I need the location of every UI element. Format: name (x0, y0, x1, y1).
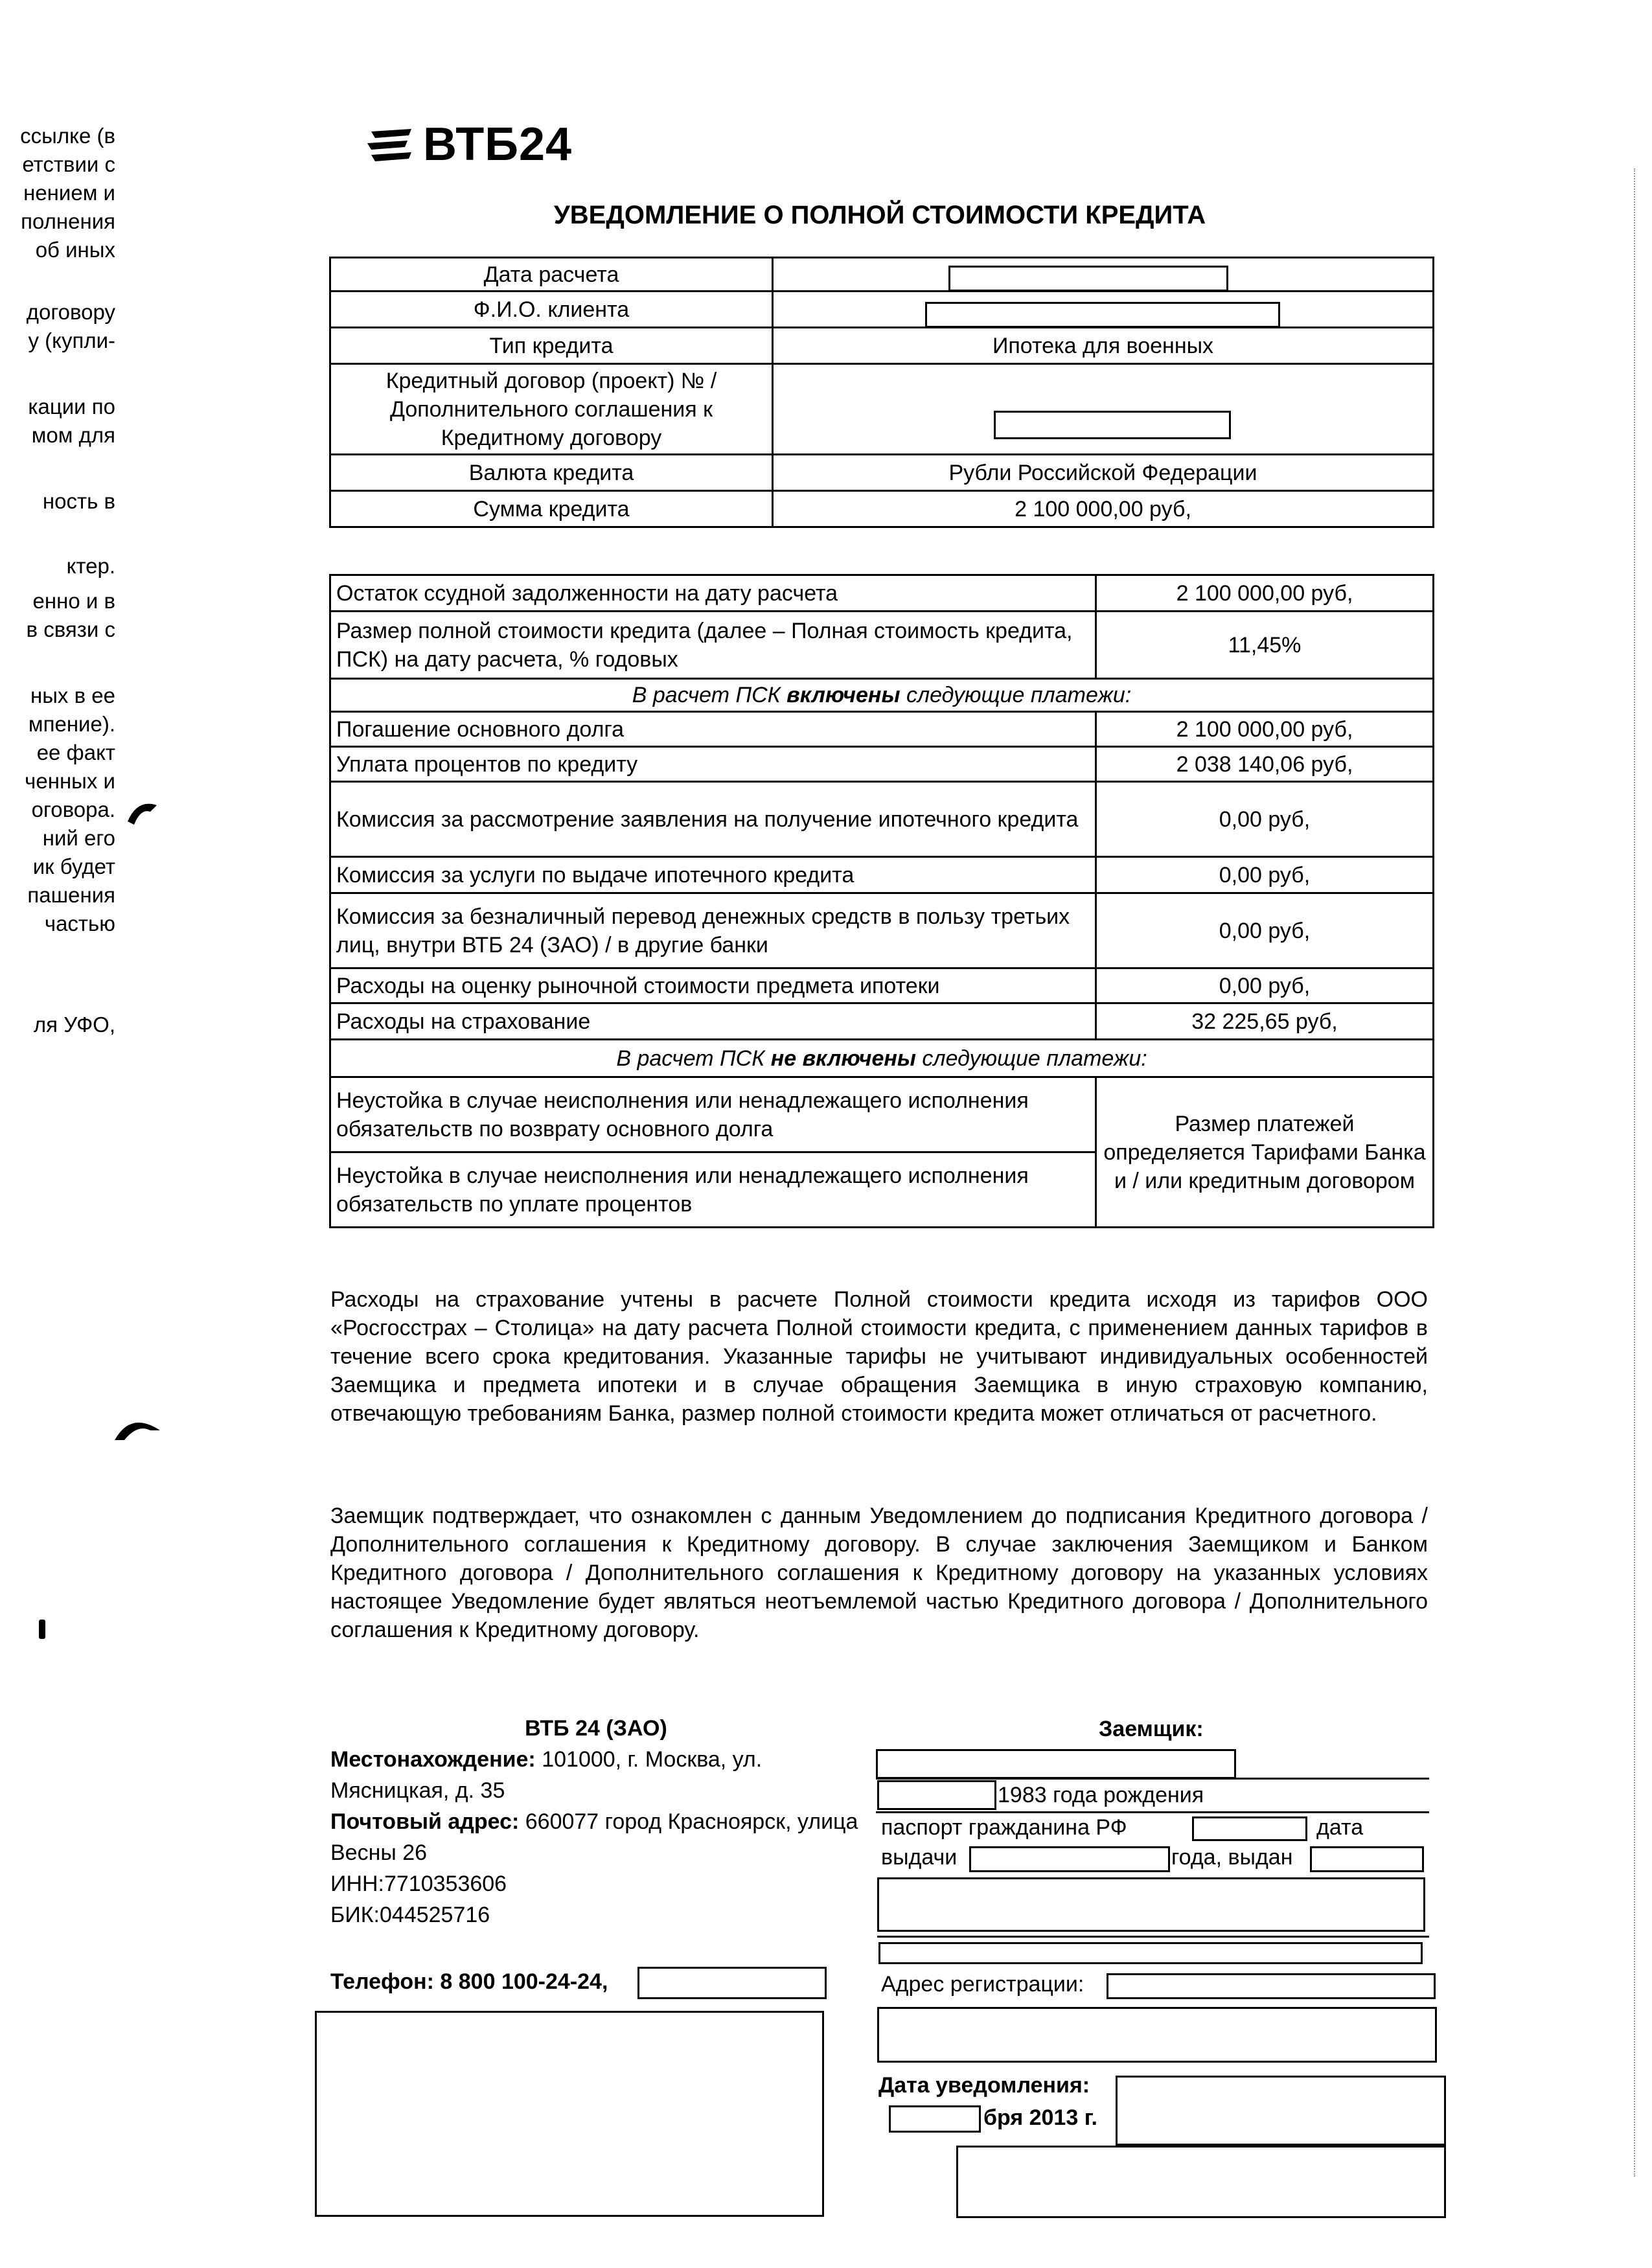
table-row (330, 491, 1434, 527)
margin-mark (39, 1620, 45, 1639)
redacted-field (994, 411, 1231, 439)
table-row (330, 575, 1434, 612)
redacted-field (637, 1967, 827, 1999)
bank-phone: Телефон: 8 800 100-24-24, (330, 1969, 608, 1994)
table-row (330, 364, 1434, 455)
redacted-field (948, 266, 1228, 292)
redacted-field (1107, 1973, 1436, 1999)
cost-value: 0,00 руб, (1096, 893, 1434, 968)
bank-location: Местонахождение: 101000, г. Москва, ул. Мясницкая, д. 35 (330, 1747, 763, 1803)
fragment: оговора. (31, 797, 115, 821)
bank-name: ВТБ 24 (ЗАО) (525, 1716, 667, 1741)
notice-date-fragment: бря 2013 г. (983, 2105, 1097, 2130)
address-label: Адрес регистрации: (881, 1972, 1084, 1997)
redacted-field (889, 2105, 981, 2133)
fragment: етствии с (22, 152, 115, 176)
info-label: Кредитный договор (проект) № / Дополнительного соглашения к Кредитному договору (330, 364, 773, 455)
margin-arrow-mark (124, 796, 163, 828)
redacted-field (925, 302, 1280, 328)
cost-value: 11,45% (1096, 612, 1434, 679)
bank-postal: Почтовый адрес: 660077 город Красноярск, улица Весны 26 (330, 1809, 858, 1865)
redacted-field (1310, 1846, 1424, 1872)
document-title: УВЕДОМЛЕНИЕ О ПОЛНОЙ СТОИМОСТИ КРЕДИТА (553, 201, 1206, 229)
cost-label: Неустойка в случае неисполнения или ненадлежащего исполнения обязательств по уплате процентов (330, 1152, 1096, 1228)
redacted-field (877, 1780, 996, 1810)
fragment: ик будет (32, 854, 115, 878)
redacted-field (1116, 2076, 1446, 2146)
confirmation-paragraph: Заемщик подтверждает, что ознакомлен с данным Уведомлением до подписания Кредитного договора / Дополнительного соглашения к Кредитному договору. В случае заключения Заемщиком и Банком Кредитного договора / Дополнительного соглашения к Кредитному договору на указанных условиях настоящее Уведомление будет являться неотъемлемой частью Кредитного договора / Дополнительного соглашения к Кредитному договору. (330, 1504, 1428, 1642)
fragment: ее факт (36, 740, 115, 764)
fragment: у (купли- (28, 328, 115, 352)
table-row (330, 1077, 1434, 1152)
bank-logo (366, 109, 572, 180)
fragment: ность в (42, 489, 115, 513)
redacted-field (876, 1749, 1236, 1779)
fragment: ных в ее (30, 683, 115, 707)
fragment: частью (44, 911, 115, 935)
issued-by-label: года, выдан (1171, 1845, 1293, 1870)
cost-value: 0,00 руб, (1096, 968, 1434, 1003)
margin-arrow-mark (111, 1411, 163, 1443)
included-header: В расчет ПСК включены следующие платежи: (330, 679, 1434, 712)
info-value: 2 100 000,00 руб, (773, 491, 1434, 527)
cost-value: 0,00 руб, (1096, 782, 1434, 857)
bank-details (330, 1713, 862, 1930)
fragment: пашения (27, 883, 115, 907)
table-row (330, 857, 1434, 893)
underline (876, 1778, 1429, 1780)
table-row (330, 893, 1434, 968)
fragment: ктер. (66, 554, 115, 578)
bank-bik: БИК:044525716 (330, 1903, 490, 1927)
cost-label: Расходы на страхование (330, 1003, 1096, 1040)
fragment: ля УФО, (33, 1013, 115, 1037)
table-row (330, 612, 1434, 679)
vtb-logo-icon (366, 126, 417, 163)
section-header-row (330, 679, 1434, 712)
birth-year: 1983 года рождения (998, 1783, 1204, 1807)
fragment: ссылке (в (20, 124, 115, 148)
redacted-field (969, 1846, 1170, 1872)
passport-label: паспорт гражданина РФ (881, 1815, 1127, 1840)
underline (876, 1811, 1429, 1813)
table-row (330, 258, 1434, 292)
table-row (330, 455, 1434, 491)
fragment: нением и (23, 181, 115, 205)
info-value: Рубли Российской Федерации (773, 455, 1434, 491)
cost-label: Неустойка в случае неисполнения или ненадлежащего исполнения обязательств по возврату основного долга (330, 1077, 1096, 1152)
fragment: енно и в (32, 589, 115, 613)
table-row (330, 1003, 1434, 1040)
cost-value: 2 100 000,00 руб, (1096, 575, 1434, 612)
table-row (330, 747, 1434, 782)
table-row (330, 328, 1434, 364)
info-label: Дата расчета (330, 258, 773, 292)
fragment: договору (26, 300, 115, 324)
cost-value: 2 038 140,06 руб, (1096, 747, 1434, 782)
cost-label: Размер полной стоимости кредита (далее – Полная стоимость кредита, ПСК) на дату расчета, % годовых (330, 612, 1096, 679)
table-row (330, 782, 1434, 857)
fragment: ний его (42, 826, 115, 850)
fragment: ченных и (25, 769, 115, 793)
cost-value: 2 100 000,00 руб, (1096, 712, 1434, 747)
table-row (330, 712, 1434, 747)
redacted-field (877, 1877, 1425, 1932)
insurance-paragraph: Расходы на страхование учтены в расчете Полной стоимости кредита исходя из тарифов ООО «Росгосстрах – Столица» на дату расчета Полной стоимости кредита, с применением данных тарифов в течение всего срока кредитования. Указанные тарифы не учитывают индивидуальных особенностей Заемщика и предмета ипотеки и в случае обращения Заемщика в иную страховую компанию, отвечающую требованиям Банка, размер полной стоимости кредита может отличаться от расчетного. (330, 1287, 1428, 1426)
bank-inn: ИНН:7710353606 (330, 1872, 507, 1896)
fragment: в связи с (26, 617, 115, 641)
date-label: дата (1316, 1815, 1364, 1840)
fragment: полнения (21, 209, 115, 233)
bank-signature-area (315, 2011, 824, 2217)
notice-date-label: Дата уведомления: (878, 2073, 1090, 2098)
cost-label: Комиссия за безналичный перевод денежных средств в пользу третьих лиц, внутри ВТБ 24 (ЗАО) / в другие банки (330, 893, 1096, 968)
cost-label: Комиссия за услуги по выдаче ипотечного кредита (330, 857, 1096, 893)
logo-text: ВТБ24 (423, 119, 573, 170)
cost-label: Комиссия за рассмотрение заявления на получение ипотечного кредита (330, 782, 1096, 857)
redacted-field (878, 1942, 1423, 1964)
underline (877, 1936, 1429, 1938)
excluded-value: Размер платежей определяется Тарифами Банка и / или кредитным договором (1096, 1077, 1434, 1228)
info-label: Тип кредита (330, 328, 773, 364)
redacted-field (877, 2007, 1437, 2063)
redacted-field (1192, 1816, 1307, 1841)
info-value: Ипотека для военных (773, 328, 1434, 364)
cost-value: 0,00 руб, (1096, 857, 1434, 893)
info-table (329, 257, 1434, 528)
fragment: мом для (31, 423, 115, 447)
fragment: мпение). (28, 712, 115, 736)
cost-label: Остаток ссудной задолженности на дату расчета (330, 575, 1096, 612)
scan-edge (1634, 168, 1636, 2177)
section-header-row (330, 1040, 1434, 1077)
borrower-signature-area (956, 2146, 1446, 2218)
cost-value: 32 225,65 руб, (1096, 1003, 1434, 1040)
borrower-title: Заемщик: (1099, 1717, 1204, 1741)
info-label: Валюта кредита (330, 455, 773, 491)
cost-label: Погашение основного долга (330, 712, 1096, 747)
issued-label: выдачи (881, 1845, 958, 1870)
excluded-header: В расчет ПСК не включены следующие платежи: (330, 1040, 1434, 1077)
cost-table (329, 574, 1434, 1228)
info-value (773, 364, 1434, 455)
fragment: об иных (35, 238, 115, 262)
info-label: Сумма кредита (330, 491, 773, 527)
cost-label: Уплата процентов по кредиту (330, 747, 1096, 782)
info-label: Ф.И.О. клиента (330, 292, 773, 328)
cost-label: Расходы на оценку рыночной стоимости предмета ипотеки (330, 968, 1096, 1003)
fragment: кации по (28, 395, 115, 418)
table-row (330, 968, 1434, 1003)
